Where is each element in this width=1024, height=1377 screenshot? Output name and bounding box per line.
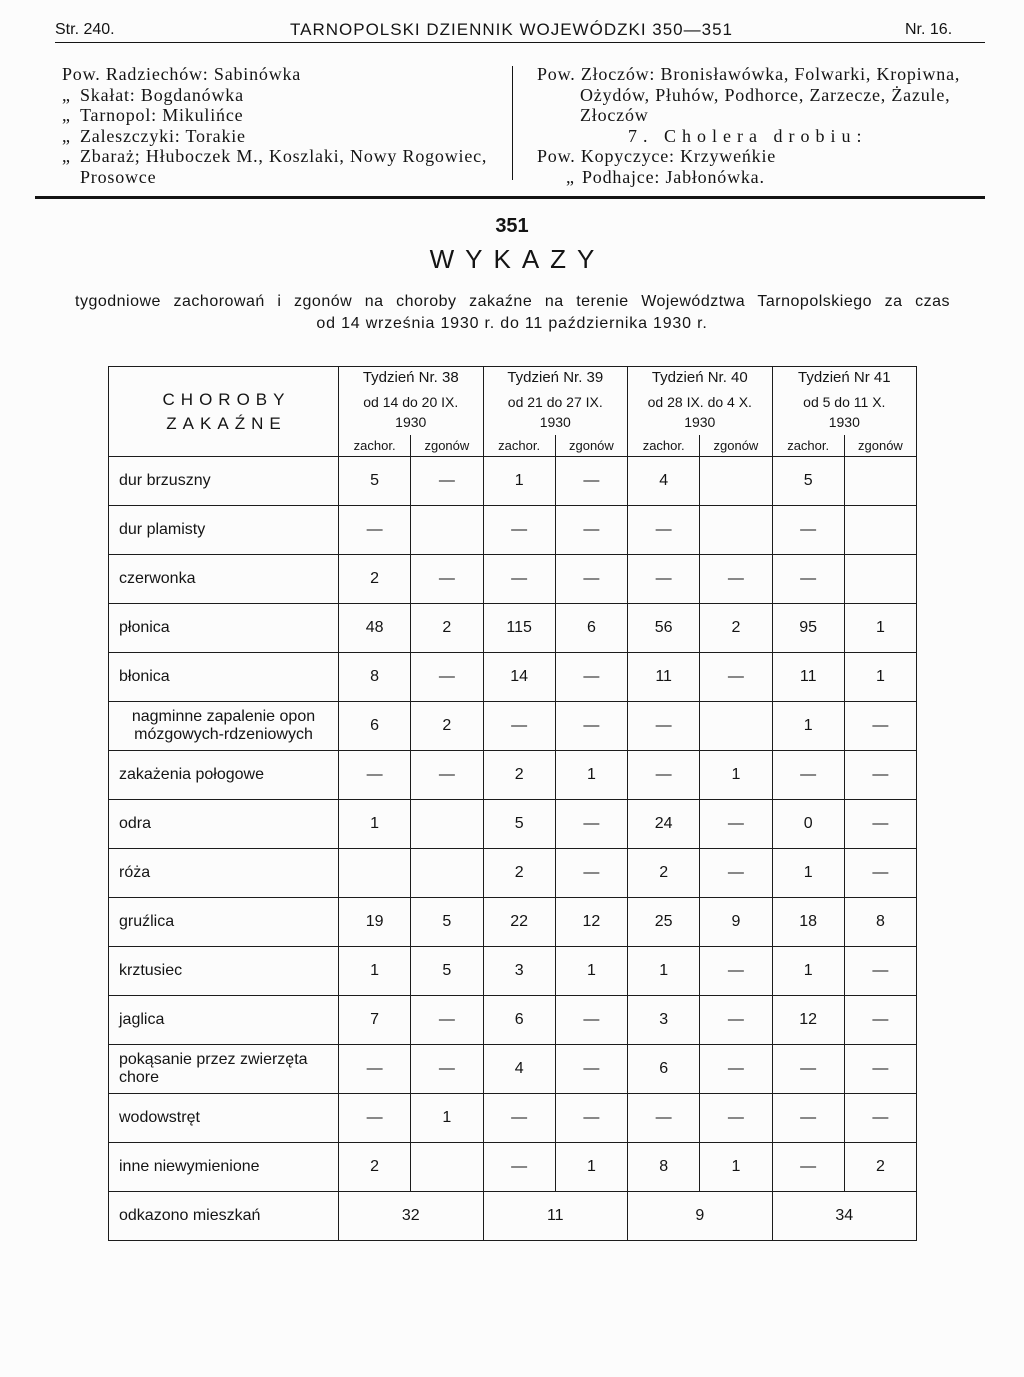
- disinfection-label: odkazono mieszkań: [109, 1192, 339, 1241]
- cases-cell: 12: [772, 996, 844, 1045]
- report-description: tygodniowe zachorowań i zgonów na choroby zakaźne na terenie Województwa Tarnopolskiego za czas: [75, 293, 950, 310]
- cases-column-header: zachor.: [772, 435, 844, 457]
- cases-cell: 2: [339, 1143, 411, 1192]
- week-date-range: [483, 389, 628, 435]
- ditto-mark: „: [62, 125, 71, 146]
- table-row: [109, 457, 917, 506]
- cases-cell: 6: [339, 702, 411, 751]
- cases-cell: 2: [339, 555, 411, 604]
- cases-cell: —: [772, 751, 844, 800]
- list-item-text: Podhajce: Jabłonówka.: [582, 166, 765, 187]
- cases-column-header: zachor.: [628, 435, 700, 457]
- deaths-cell: —: [411, 653, 483, 702]
- deaths-column-header: zgonów: [411, 435, 483, 457]
- cases-cell: —: [628, 702, 700, 751]
- cases-cell: 11: [772, 653, 844, 702]
- deaths-cell: 1: [844, 653, 916, 702]
- table-row: [109, 898, 917, 947]
- table-row: [109, 555, 917, 604]
- disease-name: płonica: [109, 604, 339, 653]
- deaths-cell: 1: [555, 947, 627, 996]
- deaths-cell: —: [700, 947, 772, 996]
- cases-cell: [339, 849, 411, 898]
- list-item-text: Tarnopol: Mikulińce: [80, 105, 244, 126]
- deaths-cell: 1: [844, 604, 916, 653]
- cases-cell: —: [483, 506, 555, 555]
- disease-name: wodowstręt: [109, 1094, 339, 1143]
- list-item-text: Pow. Radziechów: Sabinówka: [62, 64, 302, 84]
- deaths-cell: [411, 1143, 483, 1192]
- deaths-cell: [844, 555, 916, 604]
- cases-cell: —: [628, 506, 700, 555]
- deaths-cell: [700, 506, 772, 555]
- right-column: [537, 64, 960, 188]
- cases-cell: 18: [772, 898, 844, 947]
- deaths-column-header: zgonów: [844, 435, 916, 457]
- list-item-text: Złoczów: [580, 105, 649, 126]
- list-item-continuation: [537, 85, 960, 106]
- cases-cell: 56: [628, 604, 700, 653]
- cases-cell: 6: [483, 996, 555, 1045]
- cases-cell: 2: [483, 751, 555, 800]
- issue-number: Nr. 16.: [905, 21, 953, 38]
- corner-header-line: CHOROBY: [162, 389, 291, 409]
- cases-cell: —: [339, 751, 411, 800]
- deaths-cell: —: [555, 849, 627, 898]
- deaths-cell: 5: [411, 898, 483, 947]
- disease-name: dur plamisty: [109, 506, 339, 555]
- table-row: [109, 604, 917, 653]
- cases-cell: 1: [483, 457, 555, 506]
- week-year: 1930: [539, 413, 571, 430]
- cases-cell: 3: [628, 996, 700, 1045]
- list-item: [62, 105, 487, 126]
- week-date-range: [339, 389, 484, 435]
- week-year: 1930: [828, 413, 860, 430]
- cases-cell: —: [483, 702, 555, 751]
- disease-name: zakażenia połogowe: [109, 751, 339, 800]
- list-item: [62, 146, 487, 167]
- deaths-cell: 2: [844, 1143, 916, 1192]
- deaths-cell: —: [844, 849, 916, 898]
- disinfection-cell: 9: [628, 1192, 773, 1241]
- cases-cell: 22: [483, 898, 555, 947]
- deaths-cell: —: [700, 1094, 772, 1143]
- deaths-cell: —: [555, 702, 627, 751]
- deaths-cell: —: [555, 996, 627, 1045]
- disease-name: gruźlica: [109, 898, 339, 947]
- cases-cell: 25: [628, 898, 700, 947]
- deaths-cell: —: [700, 653, 772, 702]
- deaths-cell: [411, 506, 483, 555]
- week-date-range: [772, 389, 917, 435]
- cases-cell: 8: [339, 653, 411, 702]
- disease-name: odra: [109, 800, 339, 849]
- deaths-cell: —: [844, 1094, 916, 1143]
- table-row: [109, 947, 917, 996]
- deaths-cell: —: [555, 506, 627, 555]
- ditto-mark: „: [62, 105, 71, 126]
- deaths-cell: 12: [555, 898, 627, 947]
- deaths-cell: —: [700, 555, 772, 604]
- deaths-cell: [700, 702, 772, 751]
- column-divider: [512, 66, 513, 180]
- cases-cell: 1: [772, 947, 844, 996]
- list-item-text: Skałat: Bogdanówka: [80, 84, 244, 105]
- table-row: [109, 1045, 917, 1094]
- cases-cell: —: [628, 555, 700, 604]
- list-item-continuation: [537, 105, 960, 126]
- deaths-cell: 1: [555, 1143, 627, 1192]
- cases-cell: 48: [339, 604, 411, 653]
- header-rule: [55, 42, 985, 43]
- deaths-cell: [844, 457, 916, 506]
- table-row-disinfection: [109, 1192, 917, 1241]
- cases-cell: —: [772, 1143, 844, 1192]
- cases-cell: 11: [628, 653, 700, 702]
- cases-cell: —: [339, 1045, 411, 1094]
- deaths-cell: [700, 457, 772, 506]
- disease-name: krztusiec: [109, 947, 339, 996]
- deaths-cell: —: [844, 1045, 916, 1094]
- cases-cell: 1: [772, 849, 844, 898]
- week-header-label: Tydzień Nr. 38: [339, 367, 484, 389]
- deaths-cell: —: [844, 751, 916, 800]
- list-item-text: Pow. Kopyczyce: Krzyweńkie: [537, 146, 777, 167]
- week-year: 1930: [684, 413, 716, 430]
- cases-cell: 6: [628, 1045, 700, 1094]
- table-row: [109, 702, 917, 751]
- cases-cell: 24: [628, 800, 700, 849]
- deaths-cell: —: [555, 653, 627, 702]
- cases-cell: 5: [339, 457, 411, 506]
- cases-cell: —: [339, 506, 411, 555]
- left-column: [62, 64, 487, 188]
- deaths-cell: —: [411, 1045, 483, 1094]
- deaths-cell: —: [844, 702, 916, 751]
- deaths-cell: [844, 506, 916, 555]
- deaths-cell: [411, 849, 483, 898]
- disease-name: pokąsanie przez zwierzęta chore: [109, 1045, 339, 1094]
- week-header-label: Tydzień Nr. 40: [628, 367, 773, 389]
- deaths-cell: 2: [700, 604, 772, 653]
- cases-cell: 5: [772, 457, 844, 506]
- week-date-range: [628, 389, 773, 435]
- corner-header: [109, 367, 339, 457]
- ditto-mark: „: [566, 166, 575, 187]
- disease-table: [108, 366, 917, 1241]
- cases-cell: —: [483, 1143, 555, 1192]
- week-header-label: Tydzień Nr. 39: [483, 367, 628, 389]
- cases-cell: 4: [483, 1045, 555, 1094]
- table-row: [109, 800, 917, 849]
- deaths-cell: —: [411, 457, 483, 506]
- cases-cell: —: [483, 1094, 555, 1143]
- cases-cell: 8: [628, 1143, 700, 1192]
- cases-cell: 1: [772, 702, 844, 751]
- cases-cell: —: [772, 1045, 844, 1094]
- deaths-column-header: zgonów: [700, 435, 772, 457]
- list-item: [537, 146, 960, 167]
- corner-header-line: ZAKAŹNE: [166, 413, 287, 433]
- list-item: [62, 126, 487, 147]
- disease-name: inne niewymienione: [109, 1143, 339, 1192]
- week-dates: od 5 do 11 X.: [803, 393, 886, 410]
- journal-title: TARNOPOLSKI DZIENNIK WOJEWÓDZKI 350—351: [290, 20, 733, 39]
- page-number: Str. 240.: [55, 21, 115, 38]
- list-item-text: Zbaraż; Hłuboczek M., Koszlaki, Nowy Rogowiec,: [80, 146, 488, 167]
- report-number: 351: [495, 215, 529, 237]
- cases-cell: 14: [483, 653, 555, 702]
- week-dates: od 28 IX. do 4 X.: [647, 393, 752, 410]
- deaths-cell: 8: [844, 898, 916, 947]
- cases-cell: 95: [772, 604, 844, 653]
- table-row: [109, 506, 917, 555]
- deaths-cell: 1: [411, 1094, 483, 1143]
- cases-cell: —: [483, 555, 555, 604]
- table-row: [109, 1094, 917, 1143]
- list-item: [62, 64, 487, 85]
- deaths-cell: —: [411, 996, 483, 1045]
- section-rule: [35, 196, 985, 199]
- cases-cell: 2: [628, 849, 700, 898]
- disinfection-cell: 11: [483, 1192, 628, 1241]
- cases-cell: 7: [339, 996, 411, 1045]
- deaths-cell: 1: [700, 1143, 772, 1192]
- cases-cell: 3: [483, 947, 555, 996]
- list-item-text: Pow. Złoczów: Bronisławówka, Folwarki, Kropiwna,: [537, 64, 961, 84]
- deaths-cell: 2: [411, 604, 483, 653]
- deaths-cell: —: [555, 457, 627, 506]
- subsection-heading-text: 7. Cholera drobiu:: [628, 125, 868, 146]
- cases-cell: —: [772, 555, 844, 604]
- cases-cell: 115: [483, 604, 555, 653]
- deaths-cell: —: [555, 555, 627, 604]
- report-period: od 14 września 1930 r. do 11 października 1930 r.: [316, 315, 708, 332]
- list-item-text: Prosowce: [80, 166, 157, 187]
- deaths-cell: 2: [411, 702, 483, 751]
- table-row: [109, 996, 917, 1045]
- cases-cell: 1: [628, 947, 700, 996]
- disease-name: róża: [109, 849, 339, 898]
- list-item-text: Zaleszczyki: Torakie: [80, 125, 246, 146]
- cases-cell: —: [628, 1094, 700, 1143]
- deaths-cell: [411, 800, 483, 849]
- week-dates: od 14 do 20 IX.: [363, 393, 459, 410]
- week-header-label: Tydzień Nr 41: [772, 367, 917, 389]
- deaths-cell: —: [555, 1045, 627, 1094]
- deaths-cell: —: [700, 1045, 772, 1094]
- deaths-cell: 9: [700, 898, 772, 947]
- list-item: [537, 167, 960, 188]
- ditto-mark: „: [62, 146, 71, 167]
- deaths-cell: 1: [555, 751, 627, 800]
- week-year: 1930: [395, 413, 427, 430]
- deaths-cell: —: [844, 800, 916, 849]
- cases-cell: 19: [339, 898, 411, 947]
- table-row: [109, 653, 917, 702]
- disease-name: dur brzuszny: [109, 457, 339, 506]
- ditto-mark: „: [62, 84, 71, 105]
- disease-name: nagminne zapalenie opon mózgowych-rdzeniowych: [109, 702, 339, 751]
- cases-cell: 4: [628, 457, 700, 506]
- cases-cell: 0: [772, 800, 844, 849]
- disease-name: jaglica: [109, 996, 339, 1045]
- subsection-heading: [537, 126, 960, 147]
- cases-cell: 1: [339, 800, 411, 849]
- cases-cell: 2: [483, 849, 555, 898]
- cases-cell: 1: [339, 947, 411, 996]
- disinfection-cell: 32: [339, 1192, 484, 1241]
- disease-name: błonica: [109, 653, 339, 702]
- deaths-cell: —: [844, 996, 916, 1045]
- table-row: [109, 849, 917, 898]
- deaths-cell: 6: [555, 604, 627, 653]
- table-row: [109, 1143, 917, 1192]
- cases-column-header: zachor.: [483, 435, 555, 457]
- cases-cell: —: [772, 1094, 844, 1143]
- list-item: [62, 85, 487, 106]
- deaths-cell: —: [411, 555, 483, 604]
- cases-cell: —: [339, 1094, 411, 1143]
- table-body: [109, 457, 917, 1241]
- cases-cell: —: [628, 751, 700, 800]
- deaths-cell: 5: [411, 947, 483, 996]
- deaths-cell: —: [844, 947, 916, 996]
- list-item-continuation: [62, 167, 487, 188]
- deaths-cell: —: [700, 849, 772, 898]
- deaths-cell: —: [700, 800, 772, 849]
- disinfection-cell: 34: [772, 1192, 917, 1241]
- list-item: [537, 64, 960, 85]
- report-heading: WYKAZY: [429, 244, 606, 274]
- table-row: [109, 751, 917, 800]
- week-dates: od 21 do 27 IX.: [507, 393, 603, 410]
- deaths-cell: —: [411, 751, 483, 800]
- list-item-text: Ożydów, Płuhów, Podhorce, Zarzecze, Żazule,: [580, 84, 951, 105]
- deaths-cell: —: [700, 996, 772, 1045]
- deaths-cell: —: [555, 800, 627, 849]
- deaths-column-header: zgonów: [555, 435, 627, 457]
- cases-cell: 5: [483, 800, 555, 849]
- cases-column-header: zachor.: [339, 435, 411, 457]
- disease-name: czerwonka: [109, 555, 339, 604]
- deaths-cell: —: [555, 1094, 627, 1143]
- deaths-cell: 1: [700, 751, 772, 800]
- cases-cell: —: [772, 506, 844, 555]
